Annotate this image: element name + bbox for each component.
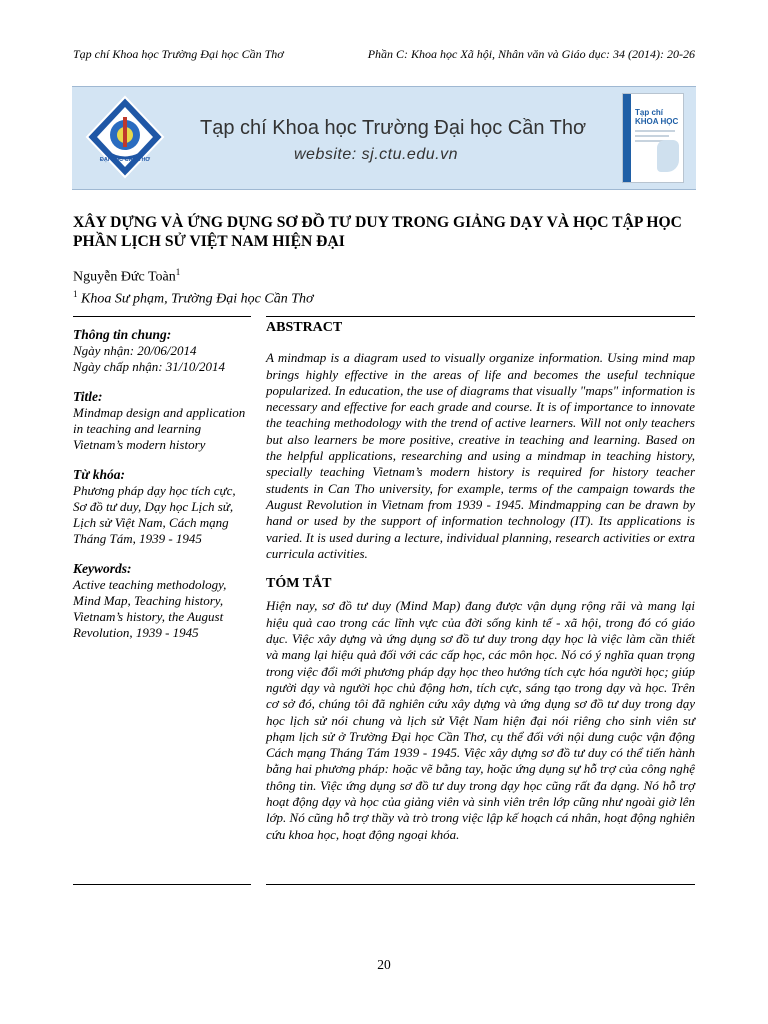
divider	[73, 316, 251, 317]
banner-website: website: sj.ctu.edu.vn	[294, 146, 458, 163]
author-line	[73, 267, 180, 286]
divider	[73, 884, 251, 885]
university-logo-icon	[83, 95, 167, 179]
keywords-en-text: Active teaching methodology, Mind Map, Teaching history, Vietnam’s history, the August Revolution, 1939 - 1945	[73, 577, 227, 640]
accepted-date: Ngày chấp nhận: 31/10/2014	[73, 359, 226, 374]
author-name: Nguyễn Đức Toàn	[73, 269, 176, 285]
affiliation-superscript: 1	[73, 289, 78, 299]
divider	[266, 316, 695, 317]
journal-banner	[72, 86, 696, 190]
cover-title: Tạp chí KHOA HỌC	[635, 108, 679, 126]
page-number: 20	[377, 957, 391, 972]
affiliation-text: Khoa Sư phạm, Trường Đại học Cần Thơ	[81, 291, 314, 307]
banner-title: Tạp chí Khoa học Trường Đại học Cần Thơ	[200, 117, 587, 139]
affiliation-line	[73, 289, 313, 308]
abstract-column	[266, 318, 695, 843]
running-header-journal: Tạp chí Khoa học Trường Đại học Cần Thơ	[73, 47, 284, 61]
english-title-heading: Title:	[73, 389, 103, 404]
summary-heading: TÓM TẮT	[266, 576, 332, 592]
journal-cover-thumbnail	[622, 93, 684, 183]
abstract-heading: ABSTRACT	[266, 320, 343, 335]
running-header-section: Phần C: Khoa học Xã hội, Nhân văn và Giáo dục: 34 (2014): 20-26	[367, 47, 695, 61]
logo-text: ĐẠI HỌC CẦN THƠ	[99, 157, 151, 163]
article-info-column	[73, 327, 248, 641]
summary-text: Hiện nay, sơ đồ tư duy (Mind Map) đang được vận dụng rộng rãi và mang lại hiệu quả cao trong các lĩnh vực của đời sống kinh tế - xã hội, trong đó có giáo dục. Việc xây dựng và ứng dụng sơ đồ tư duy trong dạy học là việc làm cần thiết và mang lại hiệu quả đối với các cấp học, các môn học. Nó có ý nghĩa quan trọng trong việc đổi mới phương pháp dạy học theo hướng tích cực hóa người học; giúp người dạy và người học chủ động hơn, tích cực, sáng tạo trong dạy và học. Trên cơ sở đó, chúng tôi đã nghiên cứu xây dựng và ứng dụng sơ đồ tư duy trong dạy học lịch sử nói chung và lịch sử Việt Nam hiện đại nói riêng cho sinh viên sư phạm lịch sử ở Trường Đại học Cần Thơ, cụ thể đối với nội dung cuộc vận động Cách mạng Tháng Tám 1939 - 1945. Việc xây dựng sơ đồ tư duy có thể tiến hành bằng hai phương pháp: hoặc vẽ bằng tay, hoặc ứng dụng sự hỗ trợ của công nghệ thông tin. Việc ứng dụng sơ đồ tư duy trong dạy học cũng rất đa dạng. Nó hỗ trợ hoạt động dạy và học của giảng viên và sinh viên trên lớp cũng như ngoài giờ lên lớp. Nó cũng hỗ trợ thầy và trò trong việc lập kế hoạch cá nhân, hoạt động nghiên cứu khoa học, hoạt động ngoại khóa.	[266, 598, 695, 842]
keywords-vi-heading: Từ khóa:	[73, 467, 125, 482]
keywords-en-heading: Keywords:	[73, 561, 132, 576]
received-date: Ngày nhận: 20/06/2014	[73, 343, 197, 358]
divider	[266, 884, 695, 885]
article-title: XÂY DỰNG VÀ ỨNG DỤNG SƠ ĐỒ TƯ DUY TRONG GIẢNG DẠY VÀ HỌC TẬP HỌC PHẦN LỊCH SỬ VIỆT NAM HIỆN ĐẠI	[73, 214, 682, 250]
keywords-vi-text: Phương pháp dạy học tích cực, Sơ đồ tư duy, Dạy học Lịch sử, Lịch sử Việt Nam, Cách mạng Tháng Tám, 1939 - 1945	[73, 483, 236, 546]
abstract-text: A mindmap is a diagram used to visually organize information. Using mind map brings highly effective in the areas of life and becomes the useful technique popularized. In education, the use of diagrams that visually "maps" information is necessary and effective for each grade and course. It is of importance to innovate the teaching methodology with the trend of active learners. Will not only teachers but also learners be more positive, creative in teaching and learning. Based on the helpful applications, researching and using a mindmap in teaching history, specially teaching Vietnam’s modern history is required for history teacher students in Can Tho university, for example, terms of the campaign towards the August Revolution in Vietnam from 1939 - 1945. Mindmapping can be drawn by hand or used by the support of information technology (IT). Its applications is varied. It is used during a lecture, individual planning, research activities or extra curricula activities.	[266, 350, 695, 561]
english-title-text: Mindmap design and application in teaching and learning Vietnam’s modern history	[73, 405, 246, 452]
author-superscript: 1	[175, 267, 181, 277]
general-info-heading: Thông tin chung:	[73, 327, 172, 342]
